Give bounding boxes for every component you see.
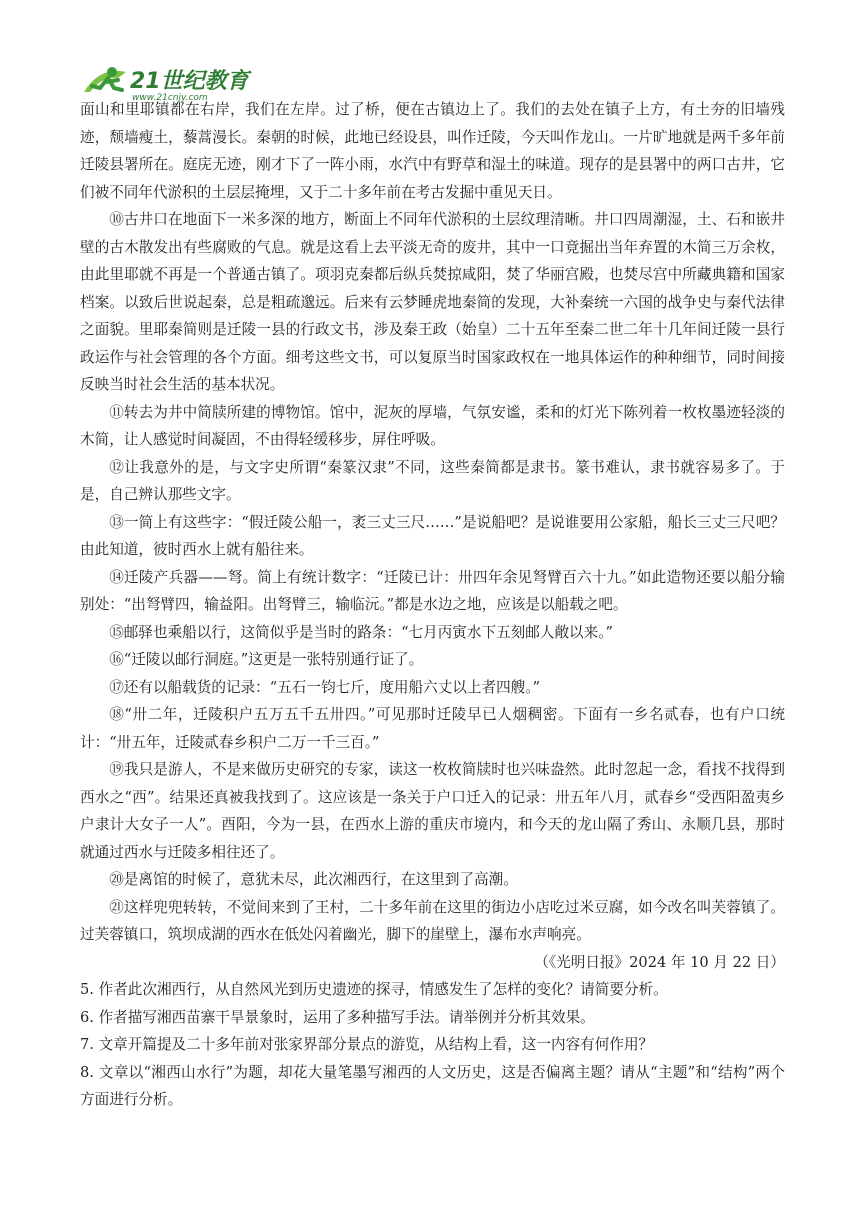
article-body [80,96,785,1114]
question-7: 7. 文章开篇提及二十多年前对张家界部分景点的游览，从结构上看，这一内容有何作用？ [80,1036,654,1053]
paragraph-17: ⑰还有以船载货的记录：“五石一钧七斤，度用船六丈以上者四艘。” [109,678,541,696]
paragraph-16: ⑯“迁陵以邮行洞庭。”这更是一张特别通行证了。 [109,651,424,668]
logo-url-text: www.21cnjy.com [132,93,208,103]
article-source: （《光明日报》2024 年 10 月 22 日） [534,953,785,971]
logo-main-text: 21世纪教育 [130,69,249,94]
paragraph-19: ⑲我只是游人，不是来做历史研究的专家，读这一枚枚简牍时也兴味盎然。此时忽起一念，看找不找得到西水之“西”。结果还真被我找到了。这应该是一条关于户口迁入的记录：卅五年八月，贰春乡“受西阳盈夷乡户隶计大女子一人”。酉阳，今为一县，在西水上游的重庆市境内，和今天的龙山隔了秀山、永顺几县，那时就通过西水与迁陵多相往还了。 [80,761,785,861]
paragraph-11: ⑪转去为井中简牍所建的博物馆。馆中，泥灰的厚墙，气氛安谧，柔和的灯光下陈列着一枚枚墨迹轻淡的木简，让人感觉时间凝固，不由得轻缓移步，屏住呼吸。 [80,403,785,448]
paragraph-21: ㉑这样兜兜转转，不觉间来到了王村，二十多年前在这里的街边小店吃过米豆腐，如今改名叫芙蓉镇了。过芙蓉镇口，筑坝成湖的西水在低处闪着幽光，脚下的崖壁上，瀑布水声响亮。 [80,898,785,943]
paragraph-20: ⑳是离馆的时候了，意犹未尽，此次湘西行，在这里到了高潮。 [109,871,518,888]
paragraph-10: ⑩古井口在地面下一米多深的地方，断面上不同年代淤积的土层纹理清晰。井口四周潮湿，土、石和嵌井壁的古木散发出有些腐败的气息。就是这看上去平淡无奇的废井，其中一口竟掘出当年弃置的木简三万余枚，由此里耶就不再是一个普通古镇了。项羽克秦都后纵兵焚掠咸阳，焚了华丽宫殿，也焚尽宫中所藏典籍和国家档案。以致后世说起秦，总是粗疏邈远。后来有云梦睡虎地秦简的发现，大补秦统一六国的战争史与秦代法律之面貌。里耶秦简则是迁陵一县的行政文书，涉及秦王政（始皇）二十五年至秦二世二年十几年间迁陵一县行政运作与社会管理的各个方面。细考这些文书，可以复原当时国家政权在一地具体运作的种种细节，同时间接反映当时社会生活的基本状况。 [80,211,785,393]
paragraph-12: ⑫让我意外的是，与文字史所谓“秦篆汉隶”不同，这些秦简都是隶书。篆书难认，隶书就容易多了。于是，自己辨认那些文字。 [80,458,785,503]
question-8: 8. 文章以“湘西山水行”为题，却花大量笔墨写湘西的人文历史，这是否偏离主题？请从“主题”和“结构”两个方面进行分析。 [80,1063,785,1108]
paragraph-13: ⑬一简上有这些字：“假迁陵公船一，袤三丈三尺……”是说船吧？是说谁要用公家船，船长三丈三尺吧？由此知道，彼时西水上就有船往来。 [80,513,785,558]
paragraph-14: ⑭迁陵产兵器——弩。简上有统计数字：“迁陵已计：卅四年余见弩臂百六十九。”如此造物还要以船分输别处：“出弩臂四，输益阳。出弩臂三，输临沅。”都是水边之地，应该是以船载之吧。 [80,568,785,613]
paragraph-continuation: 面山和里耶镇都在右岸，我们在左岸。过了桥，便在古镇边上了。我们的去处在镇子上方，有土夯的旧墙残迹，颓墙瘦土，藜蒿漫长。秦朝的时候，此地已经设县，叫作迁陵，今天叫作龙山。一片旷地就是两千多年前迁陵县署所在。庭庑无迹，刚才下了一阵小雨，水汽中有野草和湿土的味道。现存的是县署中的两口古井，它们被不同年代淤积的土层层掩埋，又于二十多年前在考古发掘中重见天日。 [80,101,785,201]
question-6: 6. 作者描写湘西苗寨干旱景象时，运用了多种描写手法。请举例并分析其效果。 [80,1008,595,1026]
paragraph-15: ⑮邮驿也乘船以行，这简似乎是当时的路条：“七月丙寅水下五刻邮人敞以来。” [109,623,613,641]
question-5: 5. 作者此次湘西行，从自然风光到历史遗迹的探寻，情感发生了怎样的变化？请简要分析。 [80,981,668,998]
paragraph-18: ⑱“卅二年，迁陵积户五万五千五卅四。”可见那时迁陵早已人烟稠密。下面有一乡名贰春，也有户口统计：“卅五年，迁陵贰春乡积户二万一千三百。” [80,706,785,751]
